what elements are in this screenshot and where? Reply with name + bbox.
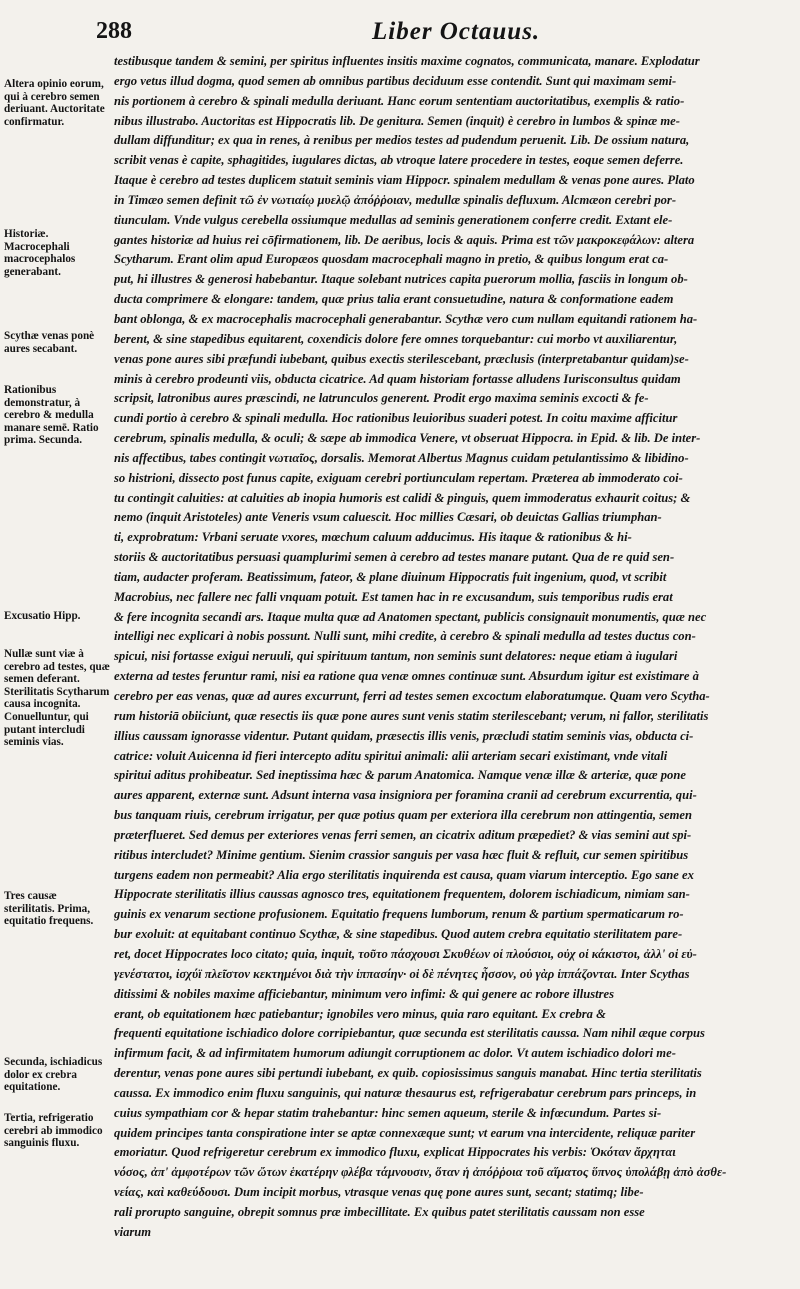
- text-line: ti, exprobratum: Vrbani seruate vxores, mœchum caluum adducimus. His itaque & rationibus & hi-: [114, 530, 632, 545]
- text-line: ergo vetus illud dogma, quod semen ab omnibus partibus deciduum esse contendit. Sunt qui maximam semi-: [114, 73, 677, 88]
- text-line: so histrioni, dissecto post funus capite, exiguam cerebri portiunculam repertam. Præterea ab immoderato coi-: [114, 470, 683, 485]
- text-line: illius caussam ignorasse videntur. Putant quidam, præsectis illis venis, præcludi statim seminis vias, obducta ci-: [114, 728, 694, 743]
- margin-column: [0, 0, 112, 1289]
- text-line: dullam diffunditur; ex qua in renes, à renibus per medios testes ad pudendum peruenit. Lib. De ossium natura,: [114, 133, 690, 148]
- text-line: γενέστατοι, ἰσχύϊ πλεῖστον κεκτημένοι διὰ τὴν ἱππασίην· οἱ δὲ πένητες ἧσσον, οὐ γὰρ ἱππάζονται. Inter Scythas: [114, 966, 690, 981]
- text-line: ducta comprimere & elongare: tandem, quæ prius talia erant consuetudine, natura & conformatione eadem: [114, 292, 674, 307]
- text-line: ret, docet Hippocrates loco citato; quia, inquit, τοῦτο πάσχουσι Σκυθέων οἱ πλούσιοι, οὐχ οἱ κάκιστοι, ἀλλ' οἱ εὐ-: [114, 946, 697, 961]
- text-line: cundi portio à cerebro & spinali medulla. Hoc rationibus leuioribus suaderi potest. In coitu maxime afficitur: [114, 411, 678, 426]
- text-line: tiunculam. Vnde vulgus cerebella ossiumque medullas ad seminis generationem conferre credit. Extant ele-: [114, 212, 673, 227]
- text-line: & fere incognita secandi ars. Itaque multa quæ ad Anatomen spectant, publicis consignauit monumentis, quæ nec: [114, 609, 707, 624]
- text-line: berent, & sine stapedibus equitarent, coxendicis dolore fere omnes torquebantur: cui morbo vt auxiliarentur,: [114, 331, 678, 346]
- text-line: put, hi illustres & generosi habebantur. Itaque solebant nutrices capita puerorum mollia, fasciis in longum ob-: [114, 272, 688, 287]
- margin-note: Nullæ sunt viæ à cerebro ad testes, quæ semen deferant. Sterilitatis Scytharum causa incognita. Conuelluntur, qui putant intercludi seminis vias.: [4, 648, 110, 749]
- text-line: Hippocrate sterilitatis illius caussas agnosco tres, equitationem frequentem, dolorem ischiadicum, nimiam san-: [114, 887, 690, 902]
- text-line: emoriatur. Quod refrigeretur cerebrum ex immodico fluxu, explicat Hippocrates his verbis: Ὁκόταν ἄρχηται: [114, 1145, 676, 1160]
- text-line: in Timæo semen definit τῶ ἐν νωτιαίῳ μυελῷ ἀπόῤῥοιαν, medullæ spinalis defluxum. Alcmæon cerebri por-: [114, 192, 677, 207]
- text-line: testibusque tandem & semini, per spiritus influentes insitis maxime cognatos, communicata, manare. Explodatur: [114, 54, 700, 68]
- page-header: [96, 18, 796, 54]
- text-line: nis affectibus, tabes contingit νωτιαῖος, dorsalis. Memorat Albertus Magnus cuidam petulantissimo & libidino-: [114, 450, 689, 465]
- text-line: nibus illustrabo. Auctoritas est Hippocratis lib. De genitura. Semen (inquit) è cerebro in lumbos & spinæ me-: [114, 113, 680, 128]
- text-line: nemo (inquit Aristoteles) ante Veneris vsum caluescit. Hoc millies Cæsari, ob deuictas Gallias triumphan-: [114, 510, 662, 525]
- text-line: bus tanquam riuis, cerebrum irrigatur, per quæ potius quam per exteriora illa cerebrum non attingentia, semen: [114, 808, 693, 823]
- text-line: quidem principes tanta conspiratione inter se aptæ connexæque sunt; vt earum vna intercidente, reliquæ pariter: [114, 1125, 696, 1140]
- margin-note: Historiæ. Macrocephali macrocephalos generabant.: [4, 228, 76, 278]
- text-line: tiam, audacter proferam. Beatissimum, fateor, & plane diuinum Hippocratis fuit ingenium, quod, vt scribit: [114, 569, 667, 584]
- text-line: scripsit, latronibus aures præscindi, ne latrunculos generent. Prodit ergo maxima seminis excocti & fe-: [114, 391, 649, 406]
- text-line: cuius sympathiam cor & hepar statim trahebantur: hinc semen aqueum, sterile & infœcundum. Partes si-: [114, 1105, 662, 1120]
- text-line: spicui, nisi fortasse exigui neruuli, qui spirituum tantum, non seminis sunt delatores: neque etiam à iugulari: [114, 649, 678, 664]
- text-line: νείας, καὶ καθεύδουσι. Dum incipit morbus, vtrasque venas quę pone aures sunt, secant; statimq; libe-: [114, 1185, 644, 1200]
- text-line: bur exoluit: at equitabant continuo Scythæ, & sine stapedibus. Quod autem crebra equitatio sterilitatem pare-: [114, 927, 683, 942]
- text-line: venas pone aures sibi præfundi iubebant, quibus exectis sterilescebant, præclusis (interpretabantur quidam)se-: [114, 351, 689, 366]
- text-line: caussa. Ex immodico enim fluxu sanguinis, qui naturæ thesaurus est, refrigerabatur cerebrum pars princeps, in: [114, 1085, 697, 1100]
- text-line: rum historiā obiiciunt, quæ resectis iis quæ pone aures sunt venis statim sterilescebant; verum, ni fallor, sterilitatis: [114, 708, 709, 723]
- text-line: ditissimi & nobiles maxime afficiebantur, minimum vero infimi: & qui genere ac robore illustres: [114, 986, 615, 1001]
- text-line: ritibus intercludet? Minime gentium. Sienim crassior sanguis per vasa hæc fluit & refluit, cur semen spiritibus: [114, 847, 689, 862]
- text-line: storiis & auctoritatibus persuasi quamplurimi semen à cerebro ad testes manare putant. Qua de re quid sen-: [114, 550, 675, 565]
- margin-note: Tres causæ sterilitatis. Prima, equitatio frequens.: [4, 890, 94, 928]
- text-line: derentur, venas pone aures sibi pertundi iubebant, ex quib. copiosissimus sanguis manabat. Hinc tertia sterilitatis: [114, 1066, 702, 1081]
- text-line: scribit venas è capite, sphagitides, iugulares dictas, ab vtroque latere procedere in testes, eoque semen deferre.: [114, 153, 684, 168]
- text-line: minis à cerebro prodeunti viis, obducta cicatrice. Ad quam historiam fortasse alludens Iurisconsultus quidam: [114, 371, 681, 386]
- text-line: guinis ex venarum sectione profusionem. Equitatio frequens lumborum, renum & partium spermaticarum ro-: [114, 907, 684, 922]
- text-line: externa ad testes feruntur rami, nisi ea ratione qua venæ omnes continuæ sunt. Absurdum igitur est existimare à: [114, 669, 699, 684]
- text-line: spiritui aditus prohibeatur. Sed ineptissima hæc & parum Anatomica. Namque venæ illæ & arteriæ, quæ pone: [114, 768, 686, 783]
- text-line: rali prorupto sanguine, obrepit somnus præ imbecillitate. Ex quibus patet sterilitatis caussam non esse: [114, 1204, 645, 1219]
- margin-note: Altera opinio eorum, qui à cerebro semen deriuant. Auctoritate confirmatur.: [4, 78, 105, 128]
- margin-note: Scythæ venas ponè aures secabant.: [4, 330, 95, 355]
- text-line: frequenti equitatione ischiadico dolore corripiebantur, quæ secunda est sterilitatis caussa. Nam nihil æque corpus: [114, 1026, 705, 1041]
- body-text: [114, 52, 796, 1243]
- text-line: erant, ob equitationem hæc patiebantur; ignobiles vero minus, quia raro equitant. Ex crebra &: [114, 1006, 606, 1021]
- running-head: Liber Octauus.: [372, 18, 541, 45]
- margin-note: Secunda, ischiadicus dolor ex crebra equitatione.: [4, 1056, 103, 1094]
- text-line: aures apparent, externæ sunt. Adsunt interna vasa insigniora per foramina cranii ad cerebrum excurrentia, qui-: [114, 788, 697, 803]
- text-line: catrice: voluit Auicenna id fieri intercepto aditu spiritui animali: alii arteriam secari existimant, vnde vitali: [114, 748, 668, 763]
- margin-note: Tertia, refrigeratio cerebri ab immodico sanguinis fluxu.: [4, 1112, 103, 1150]
- text-line: viarum: [114, 1224, 152, 1239]
- margin-note: Rationibus demonstratur, à cerebro & medulla manare semē. Ratio prima. Secunda.: [4, 384, 99, 447]
- margin-note: Excusatio Hipp.: [4, 610, 81, 622]
- text-line: cerebrum, spinalis medulla, & oculi; & sæpe ab immodica Venere, vt obseruat Hippocra. in Epid. & lib. De inter-: [114, 431, 701, 446]
- text-line: cerebro per eas venas, quæ ad aures excurrunt, ferri ad testes semen excoctum elaboratumque. Quam vero Scytha-: [114, 689, 710, 703]
- text-line: nis portionem à cerebro & spinali medulla deriuant. Hanc eorum sententiam auctoritatibus, exemplis & ratio-: [114, 93, 685, 108]
- text-line: infirmum facit, & ad infirmitatem humorum adiungit corruptionem ac dolor. Vt autem ischiadico dolori me-: [114, 1046, 676, 1061]
- text-line: turgens eadem non permeabit? Alia ergo sterilitatis inquirenda est causa, quam viarum interceptio. Ego sane ex: [114, 867, 694, 882]
- text-line: tu contingit caluities: at caluities ab inopia humoris est calidi & pinguis, quem immoderatus exhaurit coitus; &: [114, 490, 691, 505]
- text-line: Macrobius, nec fallere nec falli vnquam potuit. Est tamen hac in re excusandum, suis temporibus rudis erat: [114, 589, 673, 604]
- text-line: νόσος, ἀπ' ἀμφοτέρων τῶν ὤτων ἑκατέρην φλέβα τάμνουσιν, ὅταν ἡ ἀπόῤῥοια τοῦ αἵματος ὕπνος ὑπολάβῃ ἀπὸ ἀσθε-: [114, 1165, 727, 1180]
- text-line: bant oblonga, & ex macrocephalis macrocephali generabantur. Scythæ vero cum nullam equitandi rationem ha-: [114, 311, 698, 326]
- text-line: gantes historiæ ad huius rei cōfirmationem, lib. De aeribus, locis & aquis. Prima est τῶν μακροκεφάλων: altera: [114, 232, 695, 247]
- text-line: Scytharum. Erant olim apud Europæos quosdam macrocephali magno in pretio, & quibus longum erat ca-: [114, 252, 669, 267]
- text-line: intelligi nec explicari à nobis possunt. Nulli sunt, mihi credite, à cerebro & spinali medulla ad testes ductus con-: [114, 629, 696, 644]
- text-line: Itaque è cerebro ad testes duplicem statuit seminis viam Hippocr. spinalem medullam & venas pone aures. Plato: [114, 173, 695, 188]
- page-number: 288: [96, 18, 132, 44]
- text-line: præterflueret. Sed demus per exteriores venas ferri semen, an cicatrix aditum præpediet? & vias semini aut spi-: [114, 827, 692, 842]
